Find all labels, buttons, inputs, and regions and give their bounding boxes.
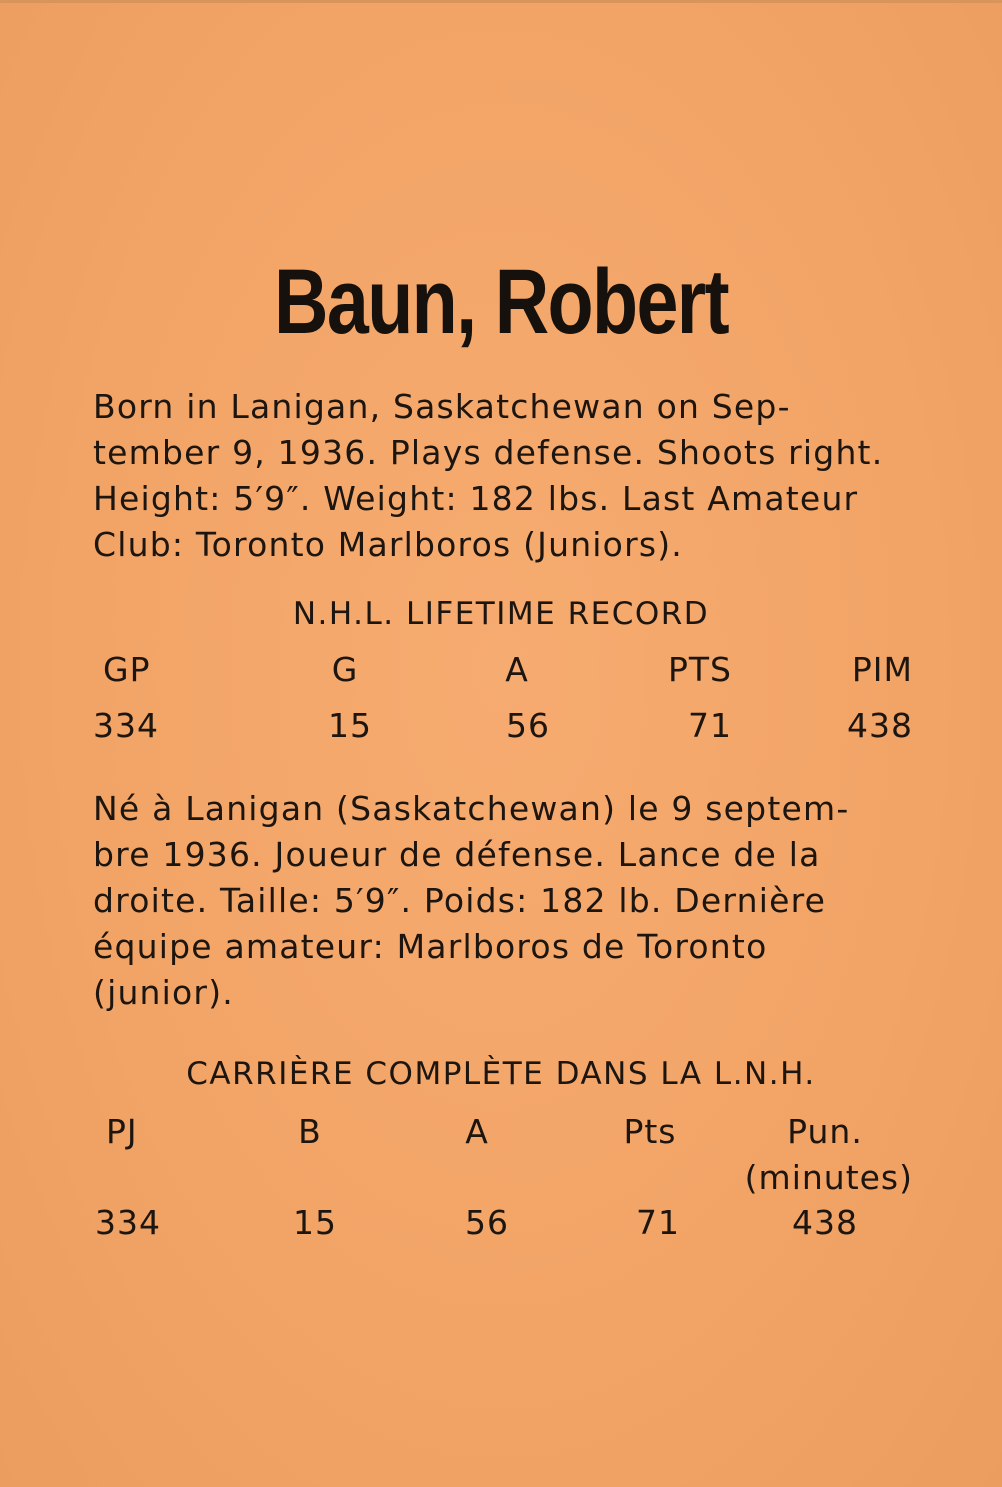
stat-header-a-fr: A [465,1112,489,1151]
french-bio-line: bre 1936. Joueur de défense. Lance de la [93,835,821,874]
french-record-title: CARRIÈRE COMPLÈTE DANS LA L.N.H. [186,1056,816,1092]
stat-header-pj: PJ [106,1112,138,1151]
stat-header-b: B [298,1112,322,1151]
stat-value-pts: 71 [688,706,732,745]
stat-value-g: 15 [328,706,372,745]
english-bio-line: Height: 5′9″. Weight: 182 lbs. Last Amateur [93,479,859,518]
stat-value-a-fr: 56 [465,1203,509,1242]
english-bio-line: Club: Toronto Marlboros (Juniors). [93,525,683,564]
stat-header-pim: PIM [851,650,913,689]
stat-header-pun: Pun. [787,1112,863,1151]
french-bio-line: équipe amateur: Marlboros de Toronto [93,927,768,966]
french-bio-line: droite. Taille: 5′9″. Poids: 182 lb. Dernière [93,881,827,920]
player-name: Baun, Robert [274,251,728,353]
english-bio-line: Born in Lanigan, Saskatchewan on Sep- [93,387,791,426]
english-bio [93,384,913,568]
stat-value-a: 56 [506,706,550,745]
stat-header-gp: GP [103,650,151,689]
french-bio [93,786,913,1016]
stat-header-pts: PTS [667,650,732,689]
english-record-title: N.H.L. LIFETIME RECORD [292,596,710,632]
stat-header-a: A [505,650,529,689]
stat-value-pj: 334 [95,1203,161,1242]
stat-value-gp: 334 [93,706,159,745]
french-bio-line: Né à Lanigan (Saskatchewan) le 9 septem- [93,789,850,828]
stat-value-pun: 438 [792,1203,858,1242]
stat-value-pts-fr: 71 [636,1203,680,1242]
french-bio-line: (junior). [93,973,234,1012]
stat-value-b: 15 [293,1203,337,1242]
stat-header-g: G [331,650,359,689]
stat-value-pim: 438 [847,706,913,745]
stat-header-pts-fr: Pts [623,1112,677,1151]
card-edge [0,0,1002,3]
english-bio-line: tember 9, 1936. Plays defense. Shoots right. [93,433,884,472]
stat-header-pun-unit: (minutes) [744,1158,913,1197]
